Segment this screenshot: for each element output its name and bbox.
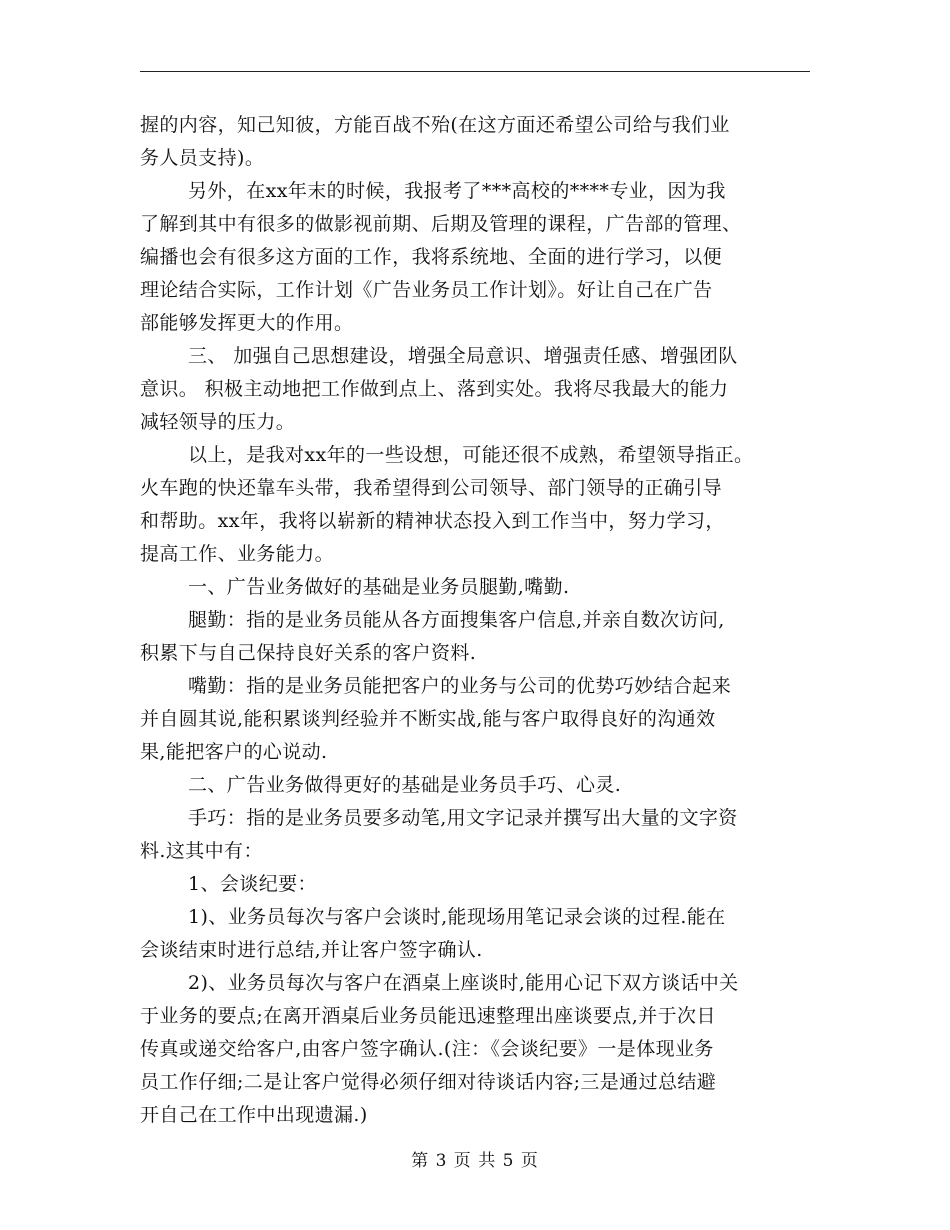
text-line: 理论结合实际，工作计划《广告业务员工作计划》。好让自己在广告 [140, 279, 713, 301]
text-line: 员工作仔细;二是让客户觉得必须仔细对待谈话内容;三是通过总结避 [140, 1071, 717, 1093]
text-line: 火车跑的快还靠车头带，我希望得到公司领导、部门领导的正确引导 [140, 477, 723, 499]
text-line: 果,能把客户的心说动. [140, 741, 328, 763]
text-line: 意识。 积极主动地把工作做到点上、落到实处。我将尽我最大的能力 [140, 378, 729, 400]
text-line: 和帮助。xx年，我将以崭新的精神状态投入到工作当中，努力学习， [140, 510, 725, 532]
text-line: 部能够发挥更大的作用。 [140, 312, 354, 334]
page-number: 第 3 页 共 5 页 [411, 1151, 539, 1171]
text-line: 另外，在xx年末的时候，我报考了***高校的****专业，因为我 [188, 180, 726, 202]
text-line: 2)、业务员每次与客户在酒桌上座谈时,能用心记下双方谈话中关 [188, 972, 739, 994]
text-line: 手巧：指的是业务员要多动笔,用文字记录并撰写出大量的文字资 [188, 807, 738, 829]
text-line: 提高工作、业务能力。 [140, 543, 335, 565]
text-line: 一、广告业务做好的基础是业务员腿勤,嘴勤. [188, 576, 570, 598]
text-line: 1)、业务员每次与客户会谈时,能现场用笔记录会谈的过程.能在 [188, 906, 726, 928]
text-line: 腿勤：指的是业务员能从各方面搜集客户信息,并亲自数次访问, [188, 609, 725, 631]
text-line: 积累下与自己保持良好关系的客户资料. [140, 642, 477, 664]
text-line: 会谈结束时进行总结,并让客户签字确认. [140, 939, 483, 961]
text-line: 料.这其中有： [140, 840, 263, 862]
text-line: 编播也会有很多这方面的工作，我将系统地、全面的进行学习，以便 [140, 246, 723, 268]
text-line: 以上，是我对xx年的一些设想，可能还很不成熟，希望领导指正。 [188, 444, 754, 466]
text-line: 三、 加强自己思想建设，增强全局意识、增强责任感、增强团队 [188, 345, 738, 367]
text-line: 于业务的要点;在离开酒桌后业务员能迅速整理出座谈要点,并于次日 [140, 1005, 716, 1027]
text-line: 1、会谈纪要： [188, 873, 317, 895]
text-line: 并自圆其说,能积累谈判经验并不断实战,能与客户取得良好的沟通效 [140, 708, 716, 730]
text-line: 传真或递交给客户,由客户签字确认.(注：《会谈纪要》一是体现业务 [140, 1038, 714, 1060]
text-line: 握的内容，知己知彼，方能百战不殆(在这方面还希望公司给与我们业 [140, 114, 730, 136]
text-line: 减轻领导的压力。 [140, 411, 296, 433]
text-line: 开自己在工作中出现遗漏.) [140, 1104, 368, 1126]
text-line: 嘴勤：指的是业务员能把客户的业务与公司的优势巧妙结合起来 [188, 675, 732, 697]
text-line: 二、广告业务做得更好的基础是业务员手巧、心灵. [188, 774, 622, 796]
header-rule [140, 71, 810, 72]
text-line: 务人员支持)。 [140, 147, 265, 169]
text-line: 了解到其中有很多的做影视前期、后期及管理的课程，广告部的管理、 [140, 213, 742, 235]
